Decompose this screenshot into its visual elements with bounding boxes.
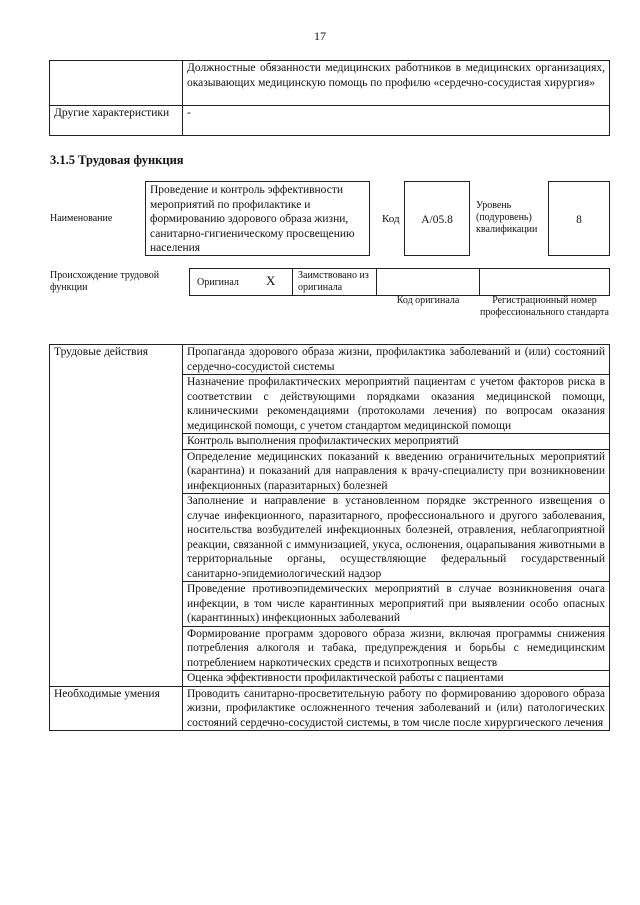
skill-item: Проводить санитарно-просветительную работу по формированию здорового образа жизни, профилактике осложненного течения заболеваний и (или) патологических состояний сердечно-сосудистой системы, в том числе после хирургического лечения [183, 686, 610, 731]
action-item: Оценка эффективности профилактической работы с пациентами [183, 671, 610, 687]
code-original-box [376, 268, 480, 296]
borrowed-label: Заимствовано из оригинала [298, 270, 369, 293]
other-characteristics-value: - [183, 106, 610, 136]
original-label: Оригинал [197, 277, 239, 288]
code-original-caption: Код оригинала [396, 295, 460, 306]
original-mark: X [266, 273, 276, 288]
code-label: Код [382, 213, 400, 225]
origin-label: Происхождение трудовой функции [50, 270, 160, 293]
other-characteristics-label: Другие характеристики [50, 106, 183, 136]
action-item: Контроль выполнения профилактических мероприятий [183, 434, 610, 450]
table-row [50, 61, 610, 106]
page-number: 17 [314, 29, 326, 43]
function-name-box [145, 181, 370, 256]
table-row [50, 686, 610, 731]
original-box [189, 268, 293, 296]
name-label: Наименование [50, 213, 113, 224]
code-box [404, 181, 470, 256]
main-table [49, 344, 610, 731]
code-value: A/05.8 [421, 214, 453, 226]
action-item: Заполнение и направление в установленном порядке экстренного извещения о случае инфекционного, паразитарного, профессионального и другого заболевания, носительства возбудителей инфекционных болезней, отравления, неблагоприятной реакции, связанной с иммунизацией, укуса, ослюнения, оцарапывания животными в территориальные органы, осуществляющие федеральный государственный санитарно-эпидемиологический надзор [183, 494, 610, 582]
level-value: 8 [576, 214, 582, 226]
duties-text: Должностные обязанности медицинских работников в медицинских организациях, оказывающих медицинскую помощь по профилю «сердечно-сосудистая хирургия» [183, 61, 610, 106]
required-skills-label: Необходимые умения [50, 686, 183, 731]
level-label: Уровень (подуровень) квалификации [476, 200, 538, 235]
table-row [50, 345, 610, 375]
action-item: Назначение профилактических мероприятий пациентам с учетом факторов риска в соответствии с действующими порядками оказания медицинской помощи, клиническими рекомендациями (протоколами лечения) по вопросам оказания медицинской помощи, с учетом стандартом медицинской помощи [183, 375, 610, 434]
labor-actions-label: Трудовые действия [50, 345, 183, 687]
function-name-value: Проведение и контроль эффективности мероприятий по профилактике и формированию здорового образа жизни, санитарно-гигиеническому просвещению населения [150, 184, 355, 254]
table-row [50, 106, 610, 136]
action-item: Определение медицинских показаний к введению ограничительных мероприятий (карантина) и показаний для направления к врачу-специалисту при возникновении инфекционных (паразитарных) болезней [183, 449, 610, 494]
action-item: Проведение противоэпидемических мероприятий в случае возникновения очага инфекции, в том числе карантинных мероприятий при выявлении особо опасных (карантинных) инфекционных заболеваний [183, 582, 610, 627]
borrowed-box [292, 268, 377, 296]
action-item: Формирование программ здорового образа жизни, включая программы снижения потребления алкоголя и табака, предупреждения и борьбы с немедицинским потреблением наркотических средств и психотропных веществ [183, 626, 610, 671]
empty-cell [50, 61, 183, 106]
top-table [49, 60, 610, 136]
reg-number-box [479, 268, 610, 296]
reg-number-caption: Регистрационный номер профессионального стандарта [480, 295, 609, 318]
action-item: Пропаганда здорового образа жизни, профилактика заболеваний и (или) состояний сердечно-сосудистой системы [183, 345, 610, 375]
section-heading: 3.1.5 Трудовая функция [50, 153, 184, 167]
level-box [548, 181, 610, 256]
